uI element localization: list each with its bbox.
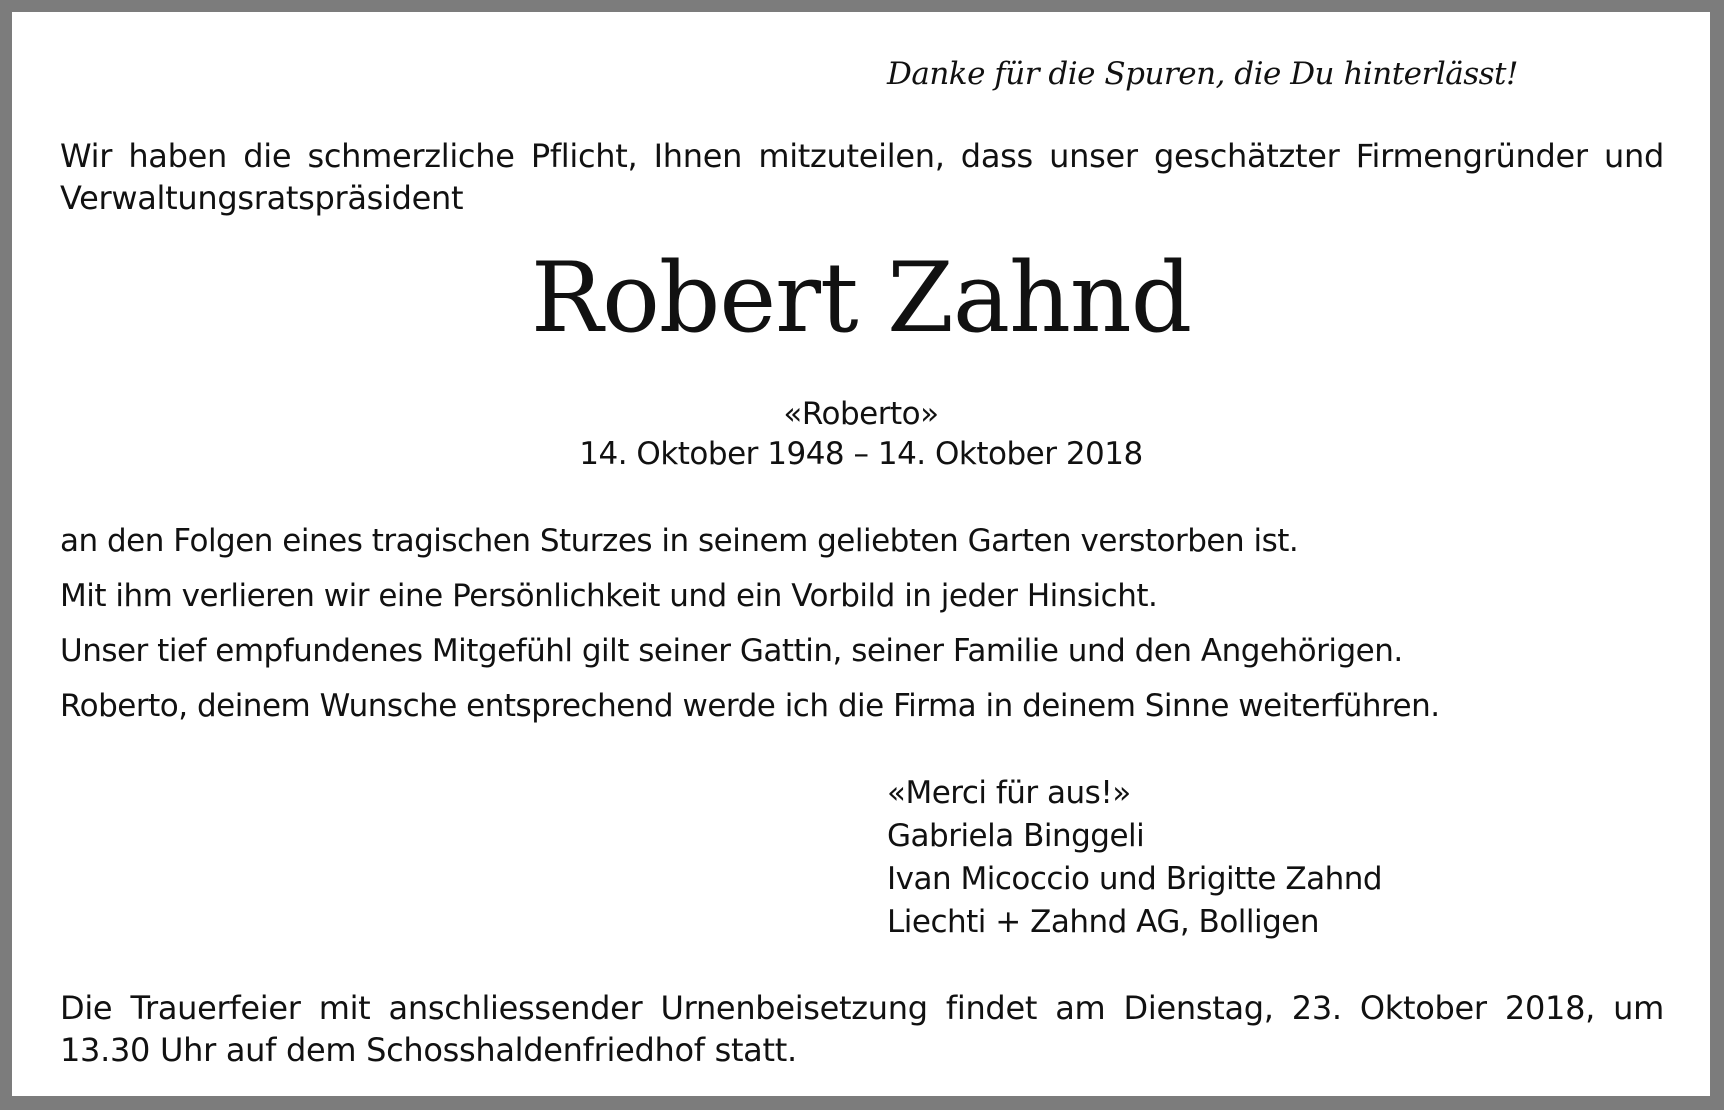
life-dates: 14. Oktober 1948 – 14. Oktober 2018 [579, 436, 1143, 472]
obituary-notice [12, 12, 1710, 1096]
body-line-death: an den Folgen eines tragischen Sturzes in seinem geliebten Garten verstorben ist. [60, 523, 1299, 559]
signer-name: Gabriela Binggeli [887, 818, 1145, 854]
motto-quote: Danke für die Spuren, die Du hinterlässt! [887, 56, 1518, 92]
signature-block [887, 772, 1382, 944]
intro-paragraph: Wir haben die schmerzliche Pflicht, Ihnen mitzuteilen, dass unser geschätzter Firmengründer und Verwaltungsratspräsident [60, 137, 1664, 217]
body-text [60, 514, 1664, 734]
body-line-condolence: Unser tief empfundenes Mitgefühl gilt seiner Gattin, seiner Familie und den Angehörigen. [60, 633, 1403, 669]
funeral-details: Die Trauerfeier mit anschliessender Urnenbeisetzung findet am Dienstag, 23. Oktober 2018, um 13.30 Uhr auf dem Schosshaldenfriedhof statt. [60, 989, 1664, 1069]
deceased-name: Robert Zahnd [530, 242, 1192, 354]
closing-quote: «Merci für aus!» [887, 775, 1131, 811]
signer-name: Ivan Micoccio und Brigitte Zahnd [887, 861, 1383, 897]
body-line-promise: Roberto, deinem Wunsche entsprechend werde ich die Firma in deinem Sinne weiterführen. [60, 688, 1440, 724]
company-name: Liechti + Zahnd AG, Bolligen [887, 904, 1320, 940]
nickname: «Roberto» [783, 396, 939, 432]
body-line-tribute: Mit ihm verlieren wir eine Persönlichkeit und ein Vorbild in jeder Hinsicht. [60, 578, 1158, 614]
